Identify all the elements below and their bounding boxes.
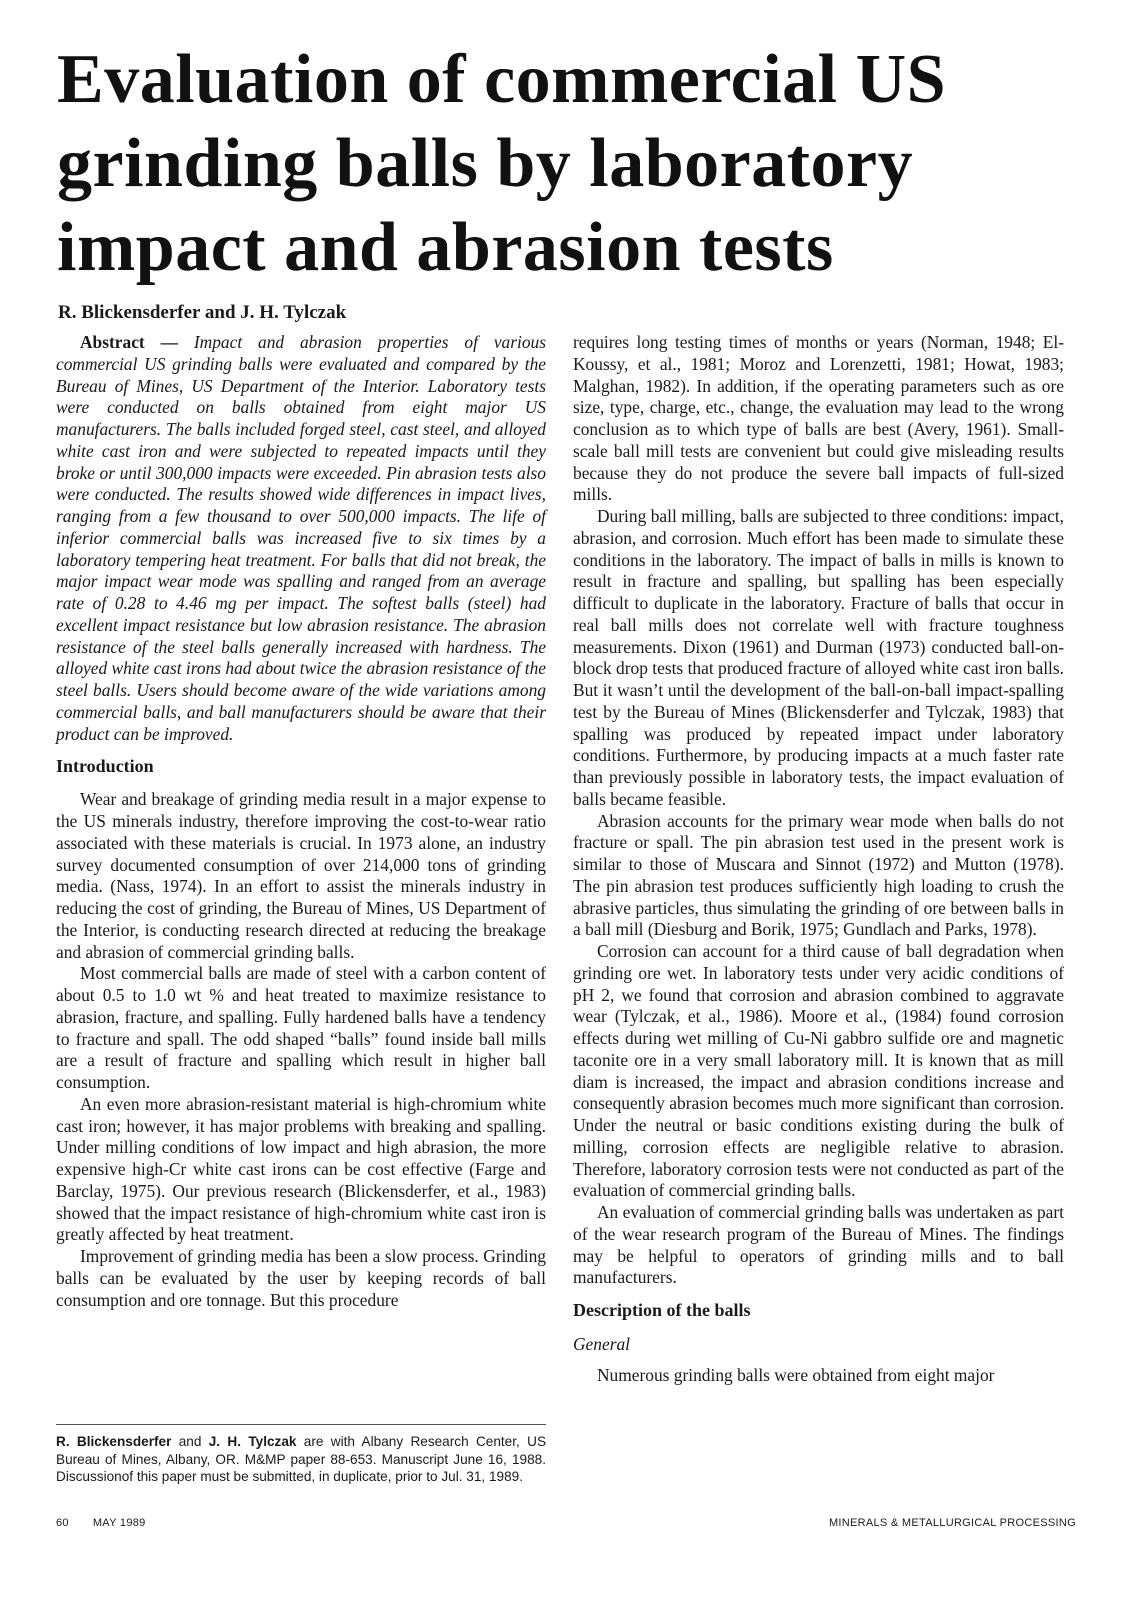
- left-column: [56, 332, 546, 1311]
- article-authors: R. Blickensderfer and J. H. Tylczak: [58, 302, 347, 323]
- intro-paragraph-8: An evaluation of commercial grinding balls was undertaken as part of the wear research program of the Bureau of Mines. The findings may be helpful to operators of grinding mills and to ball manufacturers.: [573, 1202, 1064, 1288]
- footnote-and: and: [171, 1434, 209, 1449]
- abstract-text: Impact and abrasion properties of various commercial US grinding balls were evaluated and compared by the Bureau of Mines, US Department of the Interior. Laboratory tests were conducted on balls obtained from eight major US manufacturers. The balls included forged steel, cast steel, and alloyed white cast iron and were subjected to repeated impacts until they broke or until 300,000 impacts were exceeded. Pin abrasion tests also were conducted. The results showed wide differences in impact lives, ranging from a few thousand to over 500,000 impacts. The life of inferior commercial balls was increased five to six times by a laboratory tempering heat treatment. For balls that did not break, the major impact wear mode was spalling and ranged from an average rate of 0.28 to 4.46 mg per impact. The softest balls (steel) had excellent impact resistance but low abrasion resistance. The abrasion resistance of the steel balls generally increased with hardness. The alloyed white cast irons had about twice the abrasion resistance of the steel balls. Users should become aware of the wide variations among commercial balls, and ball manufacturers should be aware that their product can be improved.: [56, 332, 546, 744]
- intro-paragraph-4: Improvement of grinding media has been a slow process. Grinding balls can be evaluated by the user by keeping records of ball consumption and ore tonnage. But this procedure: [56, 1246, 546, 1310]
- journal-name: MINERALS & METALLURGICAL PROCESSING: [828, 1517, 1076, 1529]
- footer-left: [56, 1516, 146, 1530]
- footnote-text: are with Albany Research Center, US Bureau of Mines, Albany, OR. M&MP paper 88-653. Manuscript June 16, 1988. Discussionof this paper must be submitted, in duplicate, prior to Jul. 31, 1989.: [56, 1434, 547, 1485]
- footnote-author-1: R. Blickensderfer: [56, 1434, 172, 1449]
- intro-paragraph-2: Most commercial balls are made of steel with a carbon content of about 0.5 to 1.0 wt % and heat treated to maximize resistance to abrasion, fracture, and spalling. Fully hardened balls have a tendency to fracture and spall. The odd shaped “balls” found inside ball mills are a result of fracture and spalling which result in higher ball consumption.: [56, 963, 546, 1092]
- article-title: Evaluation of commercial US grinding balls by laboratory impact and abrasion tests: [57, 41, 947, 286]
- description-paragraph: Numerous grinding balls were obtained from eight major: [597, 1365, 995, 1385]
- intro-paragraph-1: Wear and breakage of grinding media result in a major expense to the US minerals industry, therefore improving the cost-to-wear ratio associated with these materials is crucial. In 1973 alone, an industry survey documented consumption of over 214,000 tons of grinding media. (Nass, 1974). In an effort to assist the minerals industry in reducing the cost of grinding, the Bureau of Mines, US Department of the Interior, is conducting research directed at reducing the breakage and abrasion of commercial grinding balls.: [56, 789, 546, 962]
- general-subheading: General: [573, 1334, 630, 1354]
- issue-date: MAY 1989: [92, 1517, 146, 1529]
- intro-continuation: requires long testing times of months or years (Norman, 1948; El-Koussy, et al., 1981; Moroz and Lorenzetti, 1981; Howat, 1983; Malghan, 1982). In addition, if the operating parameters such as ore size, type, charge, etc., change, the evaluation may lead to the wrong conclusion as to which type of balls are best (Avery, 1961). Small-scale ball mill tests are convenient but could give misleading results because they do not produce the severe ball impacts of full-sized mills.: [573, 332, 1064, 505]
- intro-paragraph-3: An even more abrasion-resistant material is high-chromium white cast iron; however, it has major problems with breaking and spalling. Under milling conditions of low impact and high abrasion, the more expensive high-Cr white cast irons can be cost effective (Farge and Barclay, 1975). Our previous research (Blickensderfer, et al., 1983) showed that the impact resistance of high-chromium white cast iron is greatly affected by heat treatment.: [56, 1093, 546, 1245]
- abstract-label: Abstract —: [80, 332, 194, 352]
- author-footnote: [56, 1424, 546, 1486]
- intro-paragraph-7: Corrosion can account for a third cause of ball degradation when grinding ore wet. In laboratory tests under very acidic conditions of pH 2, we found that corrosion and abrasion combined to aggravate wear (Tylczak, et al., 1986). Moore et al., (1984) found corrosion effects during wet milling of Cu-Ni gabbro sulfide ore and magnetic taconite ore in a very small laboratory mill. It is known that as mill diam is increased, the impact and abrasion conditions increase and consequently abrasion becomes much more significant than corrosion. Under the neutral or basic conditions existing during the bulk of milling, corrosion effects are negligible relative to abrasion. Therefore, laboratory corrosion tests were not conducted as part of the evaluation of commercial grinding balls.: [573, 941, 1064, 1201]
- intro-paragraph-5: During ball milling, balls are subjected to three conditions: impact, abrasion, and corrosion. Much effort has been made to simulate these conditions in the laboratory. The impact of balls in mills is known to result in fracture and spalling, but spalling has been especially difficult to duplicate in the laboratory. Fracture of balls that occur in real ball mills does not correlate well with fracture toughness measurements. Dixon (1961) and Durman (1973) conducted ball-on-block drop tests that produced fracture of alloyed white cast iron balls. But it wasn’t until the development of the ball-on-ball impact-spalling test by the Bureau of Mines (Blickensderfer and Tylczak, 1983) that spalling was produced by repeated impact under laboratory conditions. Furthermore, by producing impacts at a much faster rate than previously possible in laboratory tests, the impact evaluation of balls became feasible.: [573, 506, 1064, 809]
- page-number: 60: [56, 1517, 69, 1529]
- right-column: [573, 332, 1064, 1387]
- introduction-heading: Introduction: [56, 756, 154, 777]
- footnote-author-2: J. H. Tylczak: [208, 1434, 297, 1449]
- intro-paragraph-6: Abrasion accounts for the primary wear mode when balls do not fracture or spall. The pin abrasion test used in the present work is similar to those of Muscara and Sinnot (1972) and Mutton (1978). The pin abrasion test produces sufficiently high loading to crush the abrasive particles, thus simulating the grinding of ore between balls in a ball mill (Diesburg and Borik, 1975; Gundlach and Parks, 1978).: [573, 810, 1064, 940]
- abstract: [56, 332, 546, 745]
- description-heading: Description of the balls: [573, 1300, 751, 1320]
